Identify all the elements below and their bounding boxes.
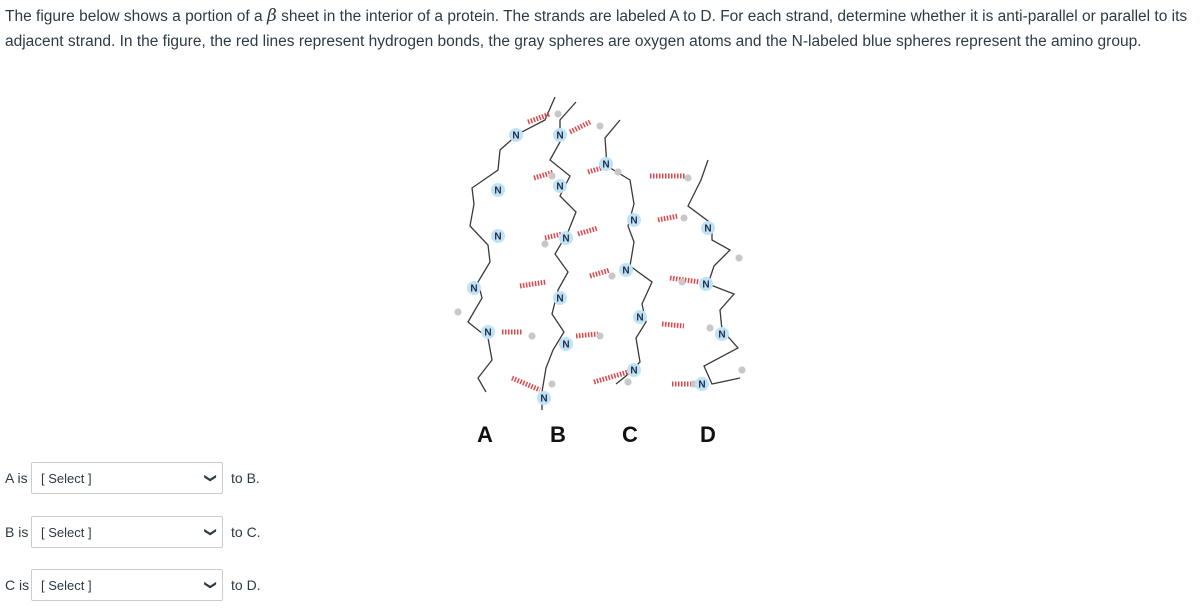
question-text: [5, 4, 1193, 54]
nitrogen-label: N: [630, 215, 638, 227]
nitrogen-label: N: [562, 233, 570, 245]
oxygen-atom-13: [596, 332, 603, 339]
nitrogen-label: N: [494, 231, 502, 243]
oxygen-atom-7: [541, 240, 548, 247]
answer-row-a: [5, 461, 260, 495]
hydrogen-bond-2: [570, 122, 590, 132]
nitrogen-label: N: [556, 181, 564, 193]
nitrogen-label: N: [622, 265, 630, 277]
strand-label-c: C: [622, 422, 638, 447]
chevron-down-icon: ❯: [203, 526, 218, 538]
oxygen-atom-11: [706, 324, 713, 331]
answer-target-b: to B.: [231, 470, 260, 486]
select-placeholder: [ Select ]: [41, 524, 92, 540]
select-strand-a[interactable]: [31, 462, 223, 494]
answer-label-a: A is: [5, 470, 28, 486]
backbone-strand-b: [542, 102, 576, 410]
nitrogen-label: N: [562, 339, 570, 351]
hydrogen-bond-9: [590, 270, 610, 276]
hydrogen-bond-15: [512, 378, 540, 390]
oxygen-atom-18: [454, 308, 461, 315]
answer-label-c: C is: [5, 577, 30, 593]
select-placeholder: [ Select ]: [41, 577, 92, 593]
hydrogen-bond-14: [576, 334, 598, 336]
oxygen-atom-8: [608, 272, 615, 279]
hydrogen-bond-16: [594, 372, 628, 382]
nitrogen-label: N: [556, 130, 564, 142]
select-placeholder: [ Select ]: [41, 470, 92, 486]
nitrogen-label: N: [512, 130, 520, 142]
answer-row-c: [5, 568, 261, 602]
oxygen-atom-15: [624, 378, 631, 385]
nitrogen-label: N: [630, 365, 638, 377]
strand-label-d: D: [700, 422, 716, 447]
oxygen-atom-4: [614, 168, 621, 175]
backbone-strand-c: [605, 120, 652, 384]
hydrogen-bond-8: [658, 216, 678, 220]
answer-target-c: to C.: [231, 524, 261, 540]
beta-sheet-diagram: [450, 92, 760, 457]
nitrogen-label: N: [484, 327, 492, 339]
strand-label-b: B: [550, 422, 566, 447]
beta-sheet-figure: [450, 92, 760, 457]
answer-target-d: to D.: [231, 577, 261, 593]
oxygen-atom-17: [738, 366, 745, 373]
nitrogen-label: N: [702, 279, 710, 291]
oxygen-atom-3: [596, 122, 603, 129]
question-intro: The figure below shows a portion of a: [5, 8, 267, 25]
answer-label-b: B is: [5, 524, 29, 540]
question-body: sheet in the interior of a protein. The strands are labeled A to D. For each strand, determine whether it is anti-parallel or parallel to its adjacent strand. In the figure, the red lines represent hydrogen bonds, the gray spheres are oxygen atoms and the N-labeled blue spheres represent the amino group.: [5, 8, 1188, 50]
oxygen-atom-1: [554, 110, 561, 117]
oxygen-atom-6: [680, 214, 687, 221]
oxygen-atom-12: [528, 332, 535, 339]
backbone-strand-d: [688, 160, 740, 384]
nitrogen-label: N: [718, 329, 726, 341]
select-strand-b[interactable]: [31, 516, 223, 548]
chevron-down-icon: ❯: [203, 579, 218, 591]
beta-symbol: β: [266, 6, 277, 26]
nitrogen-label: N: [602, 159, 610, 171]
nitrogen-label: N: [636, 312, 644, 324]
nitrogen-label: N: [470, 283, 478, 295]
nitrogen-label: N: [540, 393, 548, 405]
nitrogen-label: N: [704, 223, 712, 235]
answer-row-b: [5, 515, 261, 549]
nitrogen-label: N: [494, 185, 502, 197]
chevron-down-icon: ❯: [203, 472, 218, 484]
oxygen-atom-9: [678, 278, 685, 285]
select-strand-c[interactable]: [31, 569, 223, 601]
oxygen-atom-5: [684, 174, 691, 181]
oxygen-atom-14: [548, 380, 555, 387]
hydrogen-bond-11: [520, 282, 546, 286]
oxygen-atom-2: [548, 172, 555, 179]
hydrogen-bond-5: [578, 228, 598, 234]
nitrogen-label: N: [556, 293, 564, 305]
oxygen-atom-10: [735, 254, 742, 261]
strand-label-a: A: [477, 422, 493, 447]
nitrogen-label: N: [698, 379, 706, 391]
hydrogen-bond-12: [662, 324, 684, 326]
